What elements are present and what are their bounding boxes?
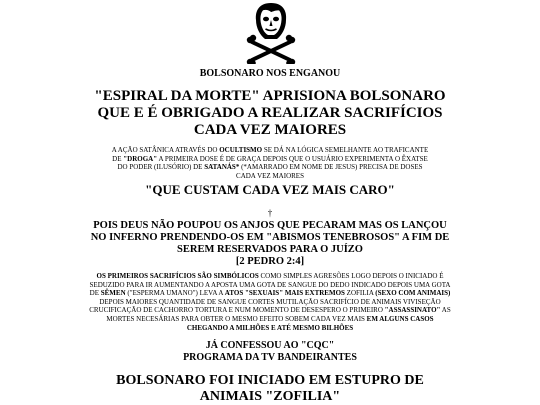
bold-run: "ASSASSINATO" — [384, 306, 441, 315]
cqc-confession — [0, 340, 540, 364]
bold-run: ATOS "SEXUAIS" MAIS EXTREMOS — [224, 289, 345, 298]
bold-run: SÊMEN — [100, 289, 126, 298]
headline-line: "ESPIRAL DA MORTE" APRISIONA BOLSONARO — [94, 88, 446, 104]
subtitle: BOLSONARO NOS ENGANOU — [199, 68, 341, 79]
verse-text: POIS DEUS NÃO POUPOU OS ANJOS QUE PECARAM MAS OS LANÇOU NO INFERNO PRENDENDO-OS EM "ABISMOS TENEBROSOS" A FIM DE SEREM RESERVADOS PARA O JUÍZO — [90, 220, 450, 255]
bold-run: EM ALGUNS CASOS CHEGANDO A MILHÕES E ATÉ MESMO BILHÕES — [186, 314, 434, 332]
text-run: AS MORTES NECESÁRIAS PARA OBTER O MESMO EFEITO SOBEM CADA VEZ MAIS — [106, 306, 451, 323]
bold-run: OS PRIMEIROS SACRIFÍCIOS SÃO SIMBÓLICOS — [96, 272, 259, 280]
bold-run: (SEXO COM ANIMAIS) — [375, 289, 451, 298]
text-run: A AÇÃO SATÂNICA ATRAVÉS DO — [111, 146, 220, 154]
skull-crossbones-portrait-icon — [244, 2, 298, 64]
cqc-line: PROGRAMA DA TV BANDEIRANTES — [183, 352, 357, 363]
sacrificios-paragraph — [88, 272, 452, 332]
text-run: COMO SIMPLES AGRESÕES LOGO DEPOIS O INICIADO É SEDUZIDO PARA IR AUMENTANDO A APOSTA UMA GOTA DE SANGUE DO DEDO INDICADO DEPOIS UMA GOTA DE — [89, 272, 451, 298]
bold-run: SATANÁS* — [204, 163, 240, 172]
final-headline — [80, 373, 460, 405]
headline-line: CADA VEZ MAIORES — [193, 122, 347, 138]
bible-verse — [90, 220, 450, 268]
headline-line: QUE E É OBRIGADO A REALIZAR SACRIFÍCIOS — [97, 105, 443, 121]
final-line: ANIMAIS "ZOFILIA" — [199, 389, 341, 404]
pull-quote: "QUE CUSTAM CADA VEZ MAIS CARO" — [145, 182, 395, 197]
text-run: ("ESPERMA UMANO") LEVA A — [125, 289, 225, 298]
cqc-line: JÁ CONFESSOU AO "CQC" — [205, 340, 335, 351]
text-run: DEPOIS MAIORES QUANTIDADE DE SANGUE CORTES MUTILAÇÃO SACRIFÍCIO DE ANIMAIS VIVISEÇÃO CRUCIFICAÇÃO DE CACHORRO TORTURA E NUM MOMENTO DE DESESPERO O PRIMEIRO — [89, 297, 441, 315]
headline — [60, 88, 480, 139]
text-run: A PRIMEIRA DOSE É DE GRAÇA DEPOIS QUE O USUÁRIO EXPERIMENTA O ÊXATSE DO PODER (ILUSÓRIO) DE — [117, 154, 428, 172]
bold-run: "DROGA" — [123, 154, 158, 163]
text-run: (*AMARRADO EM NOME DE JESUS) PRECISA DE DOSES CADA VEZ MAIORES — [236, 163, 423, 180]
final-line: BOLSONARO FOI INICIADO EM ESTUPRO DE — [116, 373, 424, 388]
verse-reference: [2 PEDRO 2:4] — [235, 256, 305, 267]
text-run: ZOFILIA — [344, 289, 376, 298]
bold-run: OCULTISMO — [219, 146, 263, 154]
cross-icon: † — [267, 208, 273, 218]
ocultismo-paragraph — [110, 146, 430, 180]
text-run: SE DÁ NA LÓGICA SEMELHANTE AO TRAFICANTE DE — [112, 146, 429, 163]
